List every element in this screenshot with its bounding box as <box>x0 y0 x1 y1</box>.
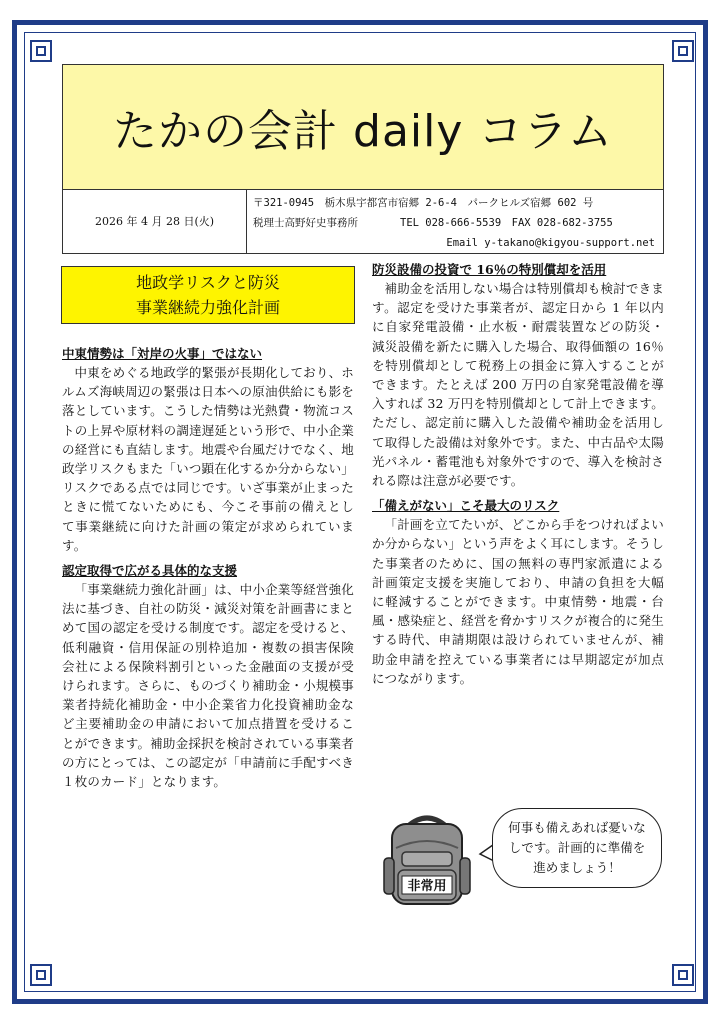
phone-fax: TEL 028-666-5539 FAX 028-682-3755 <box>400 217 613 229</box>
office-name: 税理士高野好史事務所 <box>253 217 358 229</box>
left-column <box>62 266 354 791</box>
masthead <box>62 64 664 254</box>
section-heading: 認定取得で広がる具体的な支援 <box>62 563 238 579</box>
contact-block <box>253 193 661 253</box>
issue-date: 2026 年 4 月 28 日(火) <box>63 189 247 253</box>
page-title: たかの会計 daily コラム <box>113 106 613 157</box>
emergency-backpack-illustration <box>378 808 476 908</box>
speech-bubble <box>478 808 664 890</box>
corner-ornament <box>30 40 52 62</box>
feature-title-line2: 事業継続力強化計画 <box>135 298 280 317</box>
section-heading: 中東情勢は「対岸の火事」ではない <box>62 346 263 361</box>
right-column <box>372 260 664 688</box>
feature-title-line1: 地政学リスクと防災 <box>136 273 280 292</box>
corner-ornament <box>672 964 694 986</box>
corner-ornament <box>672 40 694 62</box>
bubble-text: 何事も備えあれば憂いなしです。計画的に準備を進めましょう！ <box>492 808 662 888</box>
article-paragraph: 補助金を活用しない場合は特別償却も検討できます。認定を受けた事業者が、認定日から 1 年以内に自家発電設備・止水板・耐震装置などの防災・減災設備を新たに購入した場合、取得価額の 16％を特別償却として税務上の損金に算入することができます。たとえば 200 万円の自家発電設備を導入すれば 32 万円を特別償却として計上できます。ただし、認定前に購入した設備や補助金を活用して取得した設備は対象外です。また、中古品や太陽光パネル・蓄電池も対象外ですので、導入を検討される際は注意が必要です。 <box>372 281 664 489</box>
backpack-icon <box>378 808 476 908</box>
feature-title-box <box>61 266 355 324</box>
title-banner <box>63 65 663 190</box>
corner-ornament <box>30 964 52 986</box>
article-paragraph: 「計画を立てたいが、どこから手をつければよいか分からない」という声をよく耳にします。そうした事業者のために、国の無料の専門家派遣による計画策定支援を実施しており、申請の負担を大幅に軽減することができます。中東情勢・地震・台風・感染症と、経営を脅かすリスクが複合的に発生する時代、申請期限は設けられていませんが、補助金申請を控えている事業者には早期認定が加点につながります。 <box>372 517 664 686</box>
address: 〒321-0945 栃木県宇都宮市宿郷 2-6-4 パークヒルズ宿郷 602 号 <box>253 197 594 209</box>
section-heading: 「備えがない」こそ最大のリスク <box>372 498 560 514</box>
article-paragraph: 「事業継続力強化計画」は、中小企業等経営強化法に基づき、自社の防災・減災対策を計画書にまとめて国の認定を受ける制度です。認定を受けると、低利融資・信用保証の別枠追加・複数の損害保険会社による保険料割引といった金融面の支援が受けられます。さらに、ものづくり補助金・小規模事業者持続化補助金・中小企業省力化投資補助金など主要補助金の申請において加点措置を受けることができます。補助金採択を検討されている事業者の方にとっては、この認定が「申請前に手配すべき１枚のカード」となります。 <box>62 582 354 790</box>
email: Email y-takano@kigyou-support.net <box>446 237 655 249</box>
section-heading: 防災設備の投資で 16％の特別償却を活用 <box>372 262 607 277</box>
office-contact <box>253 213 661 233</box>
bag-label: 非常用 <box>407 879 447 894</box>
article-paragraph: 中東をめぐる地政学的緊張が長期化しており、ホルムズ海峡周辺の緊張は日本への原油供給にも影を落としています。こうした情勢は光熱費・物流コストの上昇や原材料の調達遅延という形で、中小企業の経営にも直結します。地震や台風だけでなく、地政学リスクもまた「いつ顕在化するか分からない」リスクである点では同じです。いざ事業が止まったときに慌てないためにも、今こそ事前の備えとして事業継続に向けた計画の策定が求められています。 <box>62 365 354 553</box>
